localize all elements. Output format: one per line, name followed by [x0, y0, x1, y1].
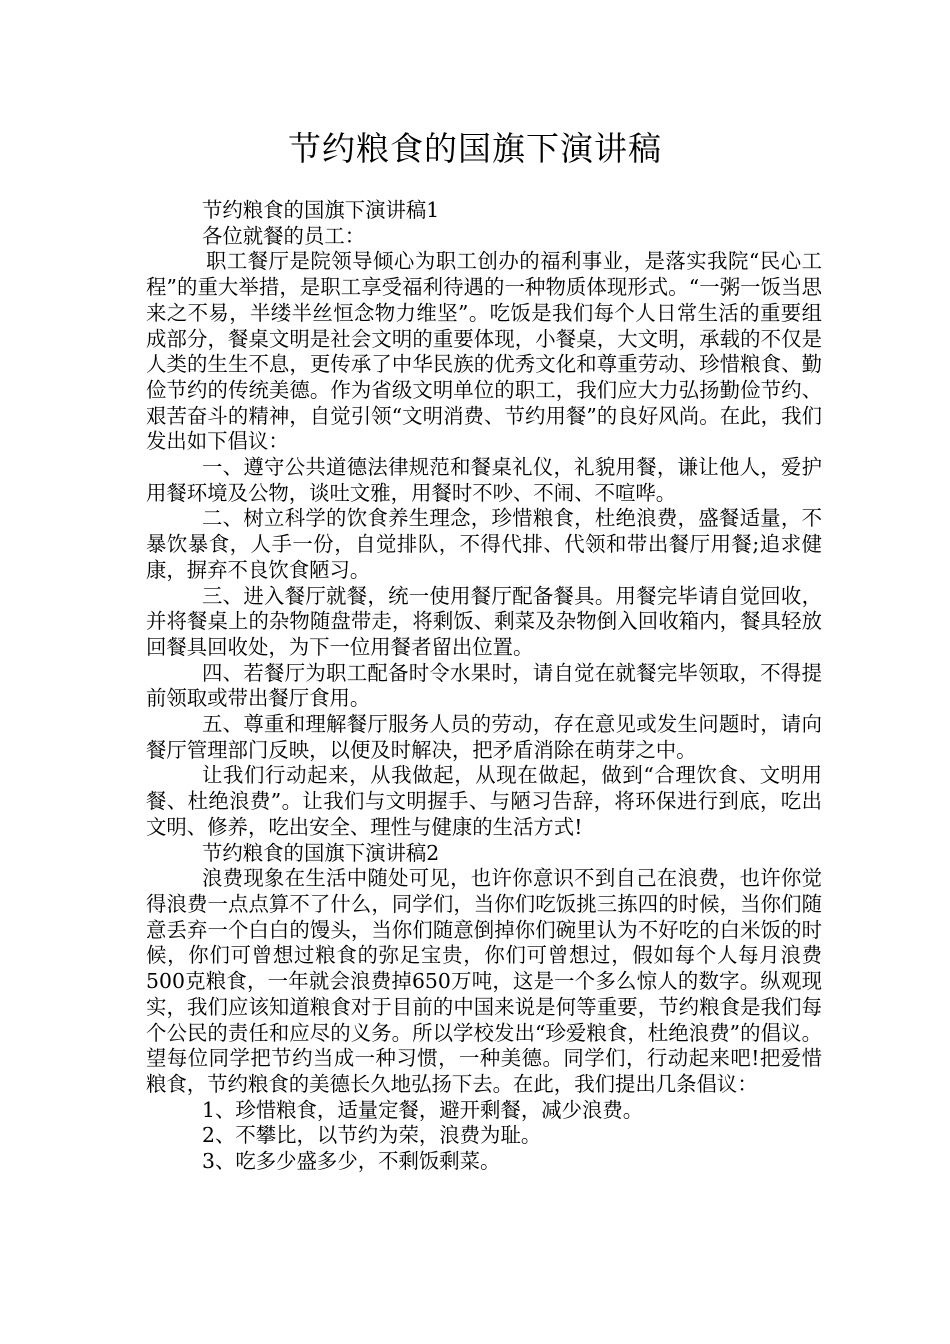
proposal-item-3: 三、进入餐厅就餐，统一使用餐厅配备餐具。用餐完毕请自觉回收，并将餐桌上的杂物随盘带走，将剩饭、剩菜及杂物倒入回收箱内，餐具轻放回餐具回收处，为下一位用餐者留出位置。: [146, 583, 822, 659]
proposal-item-1: 一、遵守公共道德法律规范和餐桌礼仪，礼貌用餐，谦让他人，爱护用餐环境及公物，谈吐文雅，用餐时不吵、不闹、不喧哗。: [146, 455, 822, 505]
document-title: 节约粮食的国旗下演讲稿: [288, 129, 662, 168]
proposal-item-4: 四、若餐厅为职工配备时令水果时，请自觉在就餐完毕领取，不得提前领取或带出餐厅食用。: [146, 660, 822, 711]
proposal-item-2: 二、树立科学的饮食养生理念，珍惜粮食，杜绝浪费，盛餐适量，不暴饮暴食，人手一份，自觉排队，不得代排、代领和带出餐厅用餐;追求健康，摒弃不良饮食陋习。: [146, 506, 822, 582]
paragraph-waste: 浪费现象在生活中随处可见，也许你意识不到自己在浪费，也许你觉得浪费一点点算不了什么，同学们，当你们吃饭挑三拣四的时候，当你们随意丢弃一个白白的馒头，当你们随意倒掉你们碗里认为不好吃的白米饭的时候，你们可曾想过粮食的弥足宝贵，你们可曾想过，假如每个人每月浪费500克粮食，一年就会浪费掉650万吨，这是一个多么惊人的数字。纵观现实，我们应该知道粮食对于目前的中国来说是何等重要，节约粮食是我们每个公民的责任和应尽的义务。所以学校发出“珍爱粮食，杜绝浪费”的倡议。望每位同学把节约当成一种习惯，一种美德。同学们，行动起来吧!把爱惜粮食，节约粮食的美德长久地弘扬下去。在此，我们提出几条倡议：: [146, 866, 822, 1096]
closing-paragraph: 让我们行动起来，从我做起，从现在做起，做到“合理饮食、文明用餐、杜绝浪费”。让我们与文明握手、与陋习告辞，将环保进行到底，吃出文明、修养，吃出安全、理性与健康的生活方式!: [146, 763, 822, 839]
list-item-3: 3、吃多少盛多少，不剩饭剩菜。: [202, 1149, 501, 1174]
section-heading-1: 节约粮食的国旗下演讲稿1: [202, 198, 440, 222]
proposal-item-5: 五、尊重和理解餐厅服务人员的劳动，存在意见或发生问题时，请向餐厅管理部门反映，以便及时解决，把矛盾消除在萌芽之中。: [146, 712, 822, 762]
list-item-2: 2、不攀比，以节约为荣，浪费为耻。: [202, 1123, 542, 1148]
salutation: 各位就餐的员工：: [202, 223, 366, 248]
section-heading-2: 节约粮食的国旗下演讲稿2: [202, 840, 440, 865]
document-body: [146, 198, 822, 1175]
paragraph-intro: 职工餐厅是院领导倾心为职工创办的福利事业，是落实我院“民心工程”的重大举措，是职工享受福利待遇的一种物质体现形式。“一粥一饭当思来之不易，半缕半丝恒念物力维坚”。吃饭是我们每个人日常生活的重要组成部分，餐桌文明是社会文明的重要体现，小餐桌，大文明，承载的不仅是人类的生生不息，更传承了中华民族的优秀文化和尊重劳动、珍惜粮食、勤俭节约的传统美德。作为省级文明单位的职工，我们应大力弘扬勤俭节约、艰苦奋斗的精神，自觉引领“文明消费、节约用餐”的良好风尚。在此，我们发出如下倡议：: [146, 249, 822, 454]
list-item-1: 1、珍惜粮食，适量定餐，避开剩餐，减少浪费。: [202, 1097, 644, 1122]
